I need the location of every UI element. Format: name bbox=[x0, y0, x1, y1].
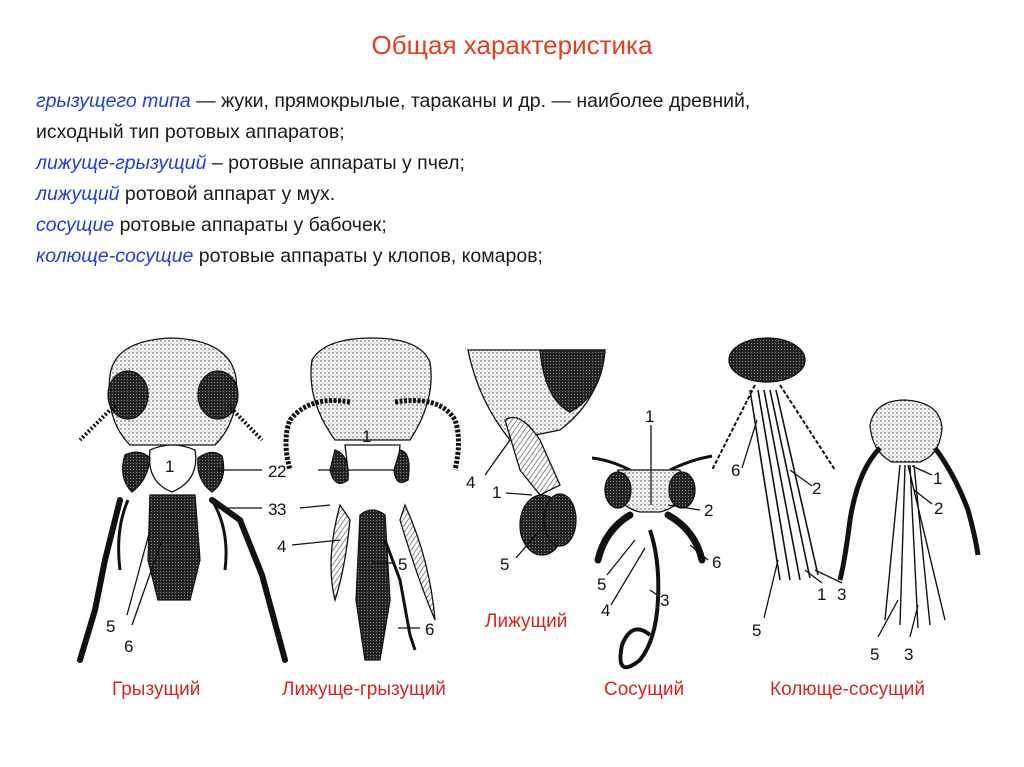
caption-sucking: Сосущий bbox=[604, 679, 685, 700]
bug-label-1: 1 bbox=[933, 469, 943, 488]
chewing-label-2: 2 bbox=[268, 462, 278, 481]
bee-maxilla-left bbox=[331, 505, 350, 600]
figure-lapping bbox=[468, 350, 605, 555]
mosquito-label-3: 3 bbox=[837, 585, 847, 604]
term-lapping: лижущий bbox=[36, 183, 120, 205]
bug-antenna-left bbox=[840, 448, 880, 580]
term-sucking: сосущие bbox=[36, 214, 115, 236]
line-5-rest: ротовые аппараты у бабочек; bbox=[114, 214, 387, 236]
chewing-label-1: 1 bbox=[165, 457, 175, 476]
butterfly-eye-right bbox=[669, 472, 695, 508]
caption-piercing-sucking: Колюще-сосущий bbox=[770, 679, 926, 700]
butterfly-antenna-right bbox=[670, 456, 712, 470]
chewing-antenna-left bbox=[80, 405, 115, 440]
line-4-rest: ротовой аппарат у мух. bbox=[119, 183, 336, 205]
figure-sucking bbox=[592, 456, 712, 667]
chewing-palp-left bbox=[80, 500, 120, 660]
mosquito-head bbox=[729, 338, 805, 382]
butterfly-palp-right bbox=[668, 515, 702, 560]
bee-label-3: 3 bbox=[277, 500, 287, 519]
butterfly-label-3: 3 bbox=[660, 591, 670, 610]
line-1-rest: — жуки, прямокрылые, тараканы и др. — наиболее древний, bbox=[190, 90, 751, 112]
butterfly-eye-left bbox=[605, 472, 631, 508]
chewing-eye-left bbox=[108, 371, 148, 419]
bug-label-3: 3 bbox=[904, 645, 914, 664]
fly-label-5: 5 bbox=[500, 555, 510, 574]
figure-chewing bbox=[80, 338, 285, 660]
bug-label-2: 2 bbox=[934, 499, 944, 518]
bee-head bbox=[311, 338, 431, 440]
mosquito-label-5: 5 bbox=[752, 621, 762, 640]
term-piercing-sucking: колюще-сосущие bbox=[36, 245, 194, 267]
chewing-labium bbox=[148, 495, 200, 600]
figure-piercing-sucking-mosquito bbox=[712, 338, 835, 580]
chewing-eye-right bbox=[198, 371, 238, 419]
bee-labrum bbox=[345, 445, 400, 470]
chewing-label-5: 5 bbox=[106, 617, 116, 636]
mosquito-stylets bbox=[750, 390, 818, 580]
butterfly-label-4: 4 bbox=[601, 601, 611, 620]
bug-stylets bbox=[885, 465, 945, 628]
mosquito-antenna-right bbox=[780, 385, 835, 470]
figure-piercing-sucking-bug bbox=[840, 400, 978, 628]
figure-lapping-chewing bbox=[286, 338, 459, 660]
mosquito-label-6: 6 bbox=[731, 461, 741, 480]
butterfly-label-5: 5 bbox=[597, 575, 607, 594]
mosquito-label-1: 1 bbox=[817, 585, 827, 604]
chewing-label-3: 3 bbox=[268, 500, 278, 519]
caption-chewing: Грызущий bbox=[112, 679, 201, 700]
butterfly-antenna-left bbox=[592, 458, 630, 470]
term-lapping-chewing: лижуще-грызущий bbox=[36, 152, 207, 174]
mosquito-label-2: 2 bbox=[812, 479, 822, 498]
bee-glossa bbox=[356, 510, 390, 660]
line-6-rest: ротовые аппараты у клопов, комаров; bbox=[193, 245, 543, 267]
chewing-mandible-left bbox=[123, 452, 150, 492]
chewing-mandible-right bbox=[198, 452, 224, 492]
line-3-rest: – ротовые аппараты у пчел; bbox=[206, 152, 465, 174]
fly-label-4: 4 bbox=[466, 473, 476, 492]
butterfly-label-1: 1 bbox=[645, 407, 655, 426]
bee-label-6: 6 bbox=[425, 620, 435, 639]
slide-title: Общая характеристика bbox=[371, 30, 653, 60]
caption-lapping-chewing: Лижуще-грызущий bbox=[282, 679, 446, 700]
chewing-label-6: 6 bbox=[124, 637, 134, 656]
bee-label-5: 5 bbox=[398, 555, 408, 574]
bee-label-4: 4 bbox=[277, 537, 287, 556]
bee-mandible-left bbox=[330, 450, 348, 483]
bee-label-1: 1 bbox=[362, 427, 372, 446]
mosquito-antenna-left bbox=[712, 385, 755, 470]
bug-label-5: 5 bbox=[870, 645, 880, 664]
line-2-rest: исходный тип ротовых аппаратов; bbox=[36, 121, 345, 143]
fly-labella-right bbox=[544, 494, 576, 546]
term-chewing: грызущего типа bbox=[36, 90, 191, 112]
fly-label-1: 1 bbox=[492, 483, 502, 502]
caption-lapping: Лижущий bbox=[485, 611, 568, 632]
bee-label-2: 2 bbox=[277, 462, 287, 481]
bug-head bbox=[870, 400, 942, 462]
butterfly-label-2: 2 bbox=[704, 501, 714, 520]
butterfly-label-6: 6 bbox=[712, 553, 722, 572]
